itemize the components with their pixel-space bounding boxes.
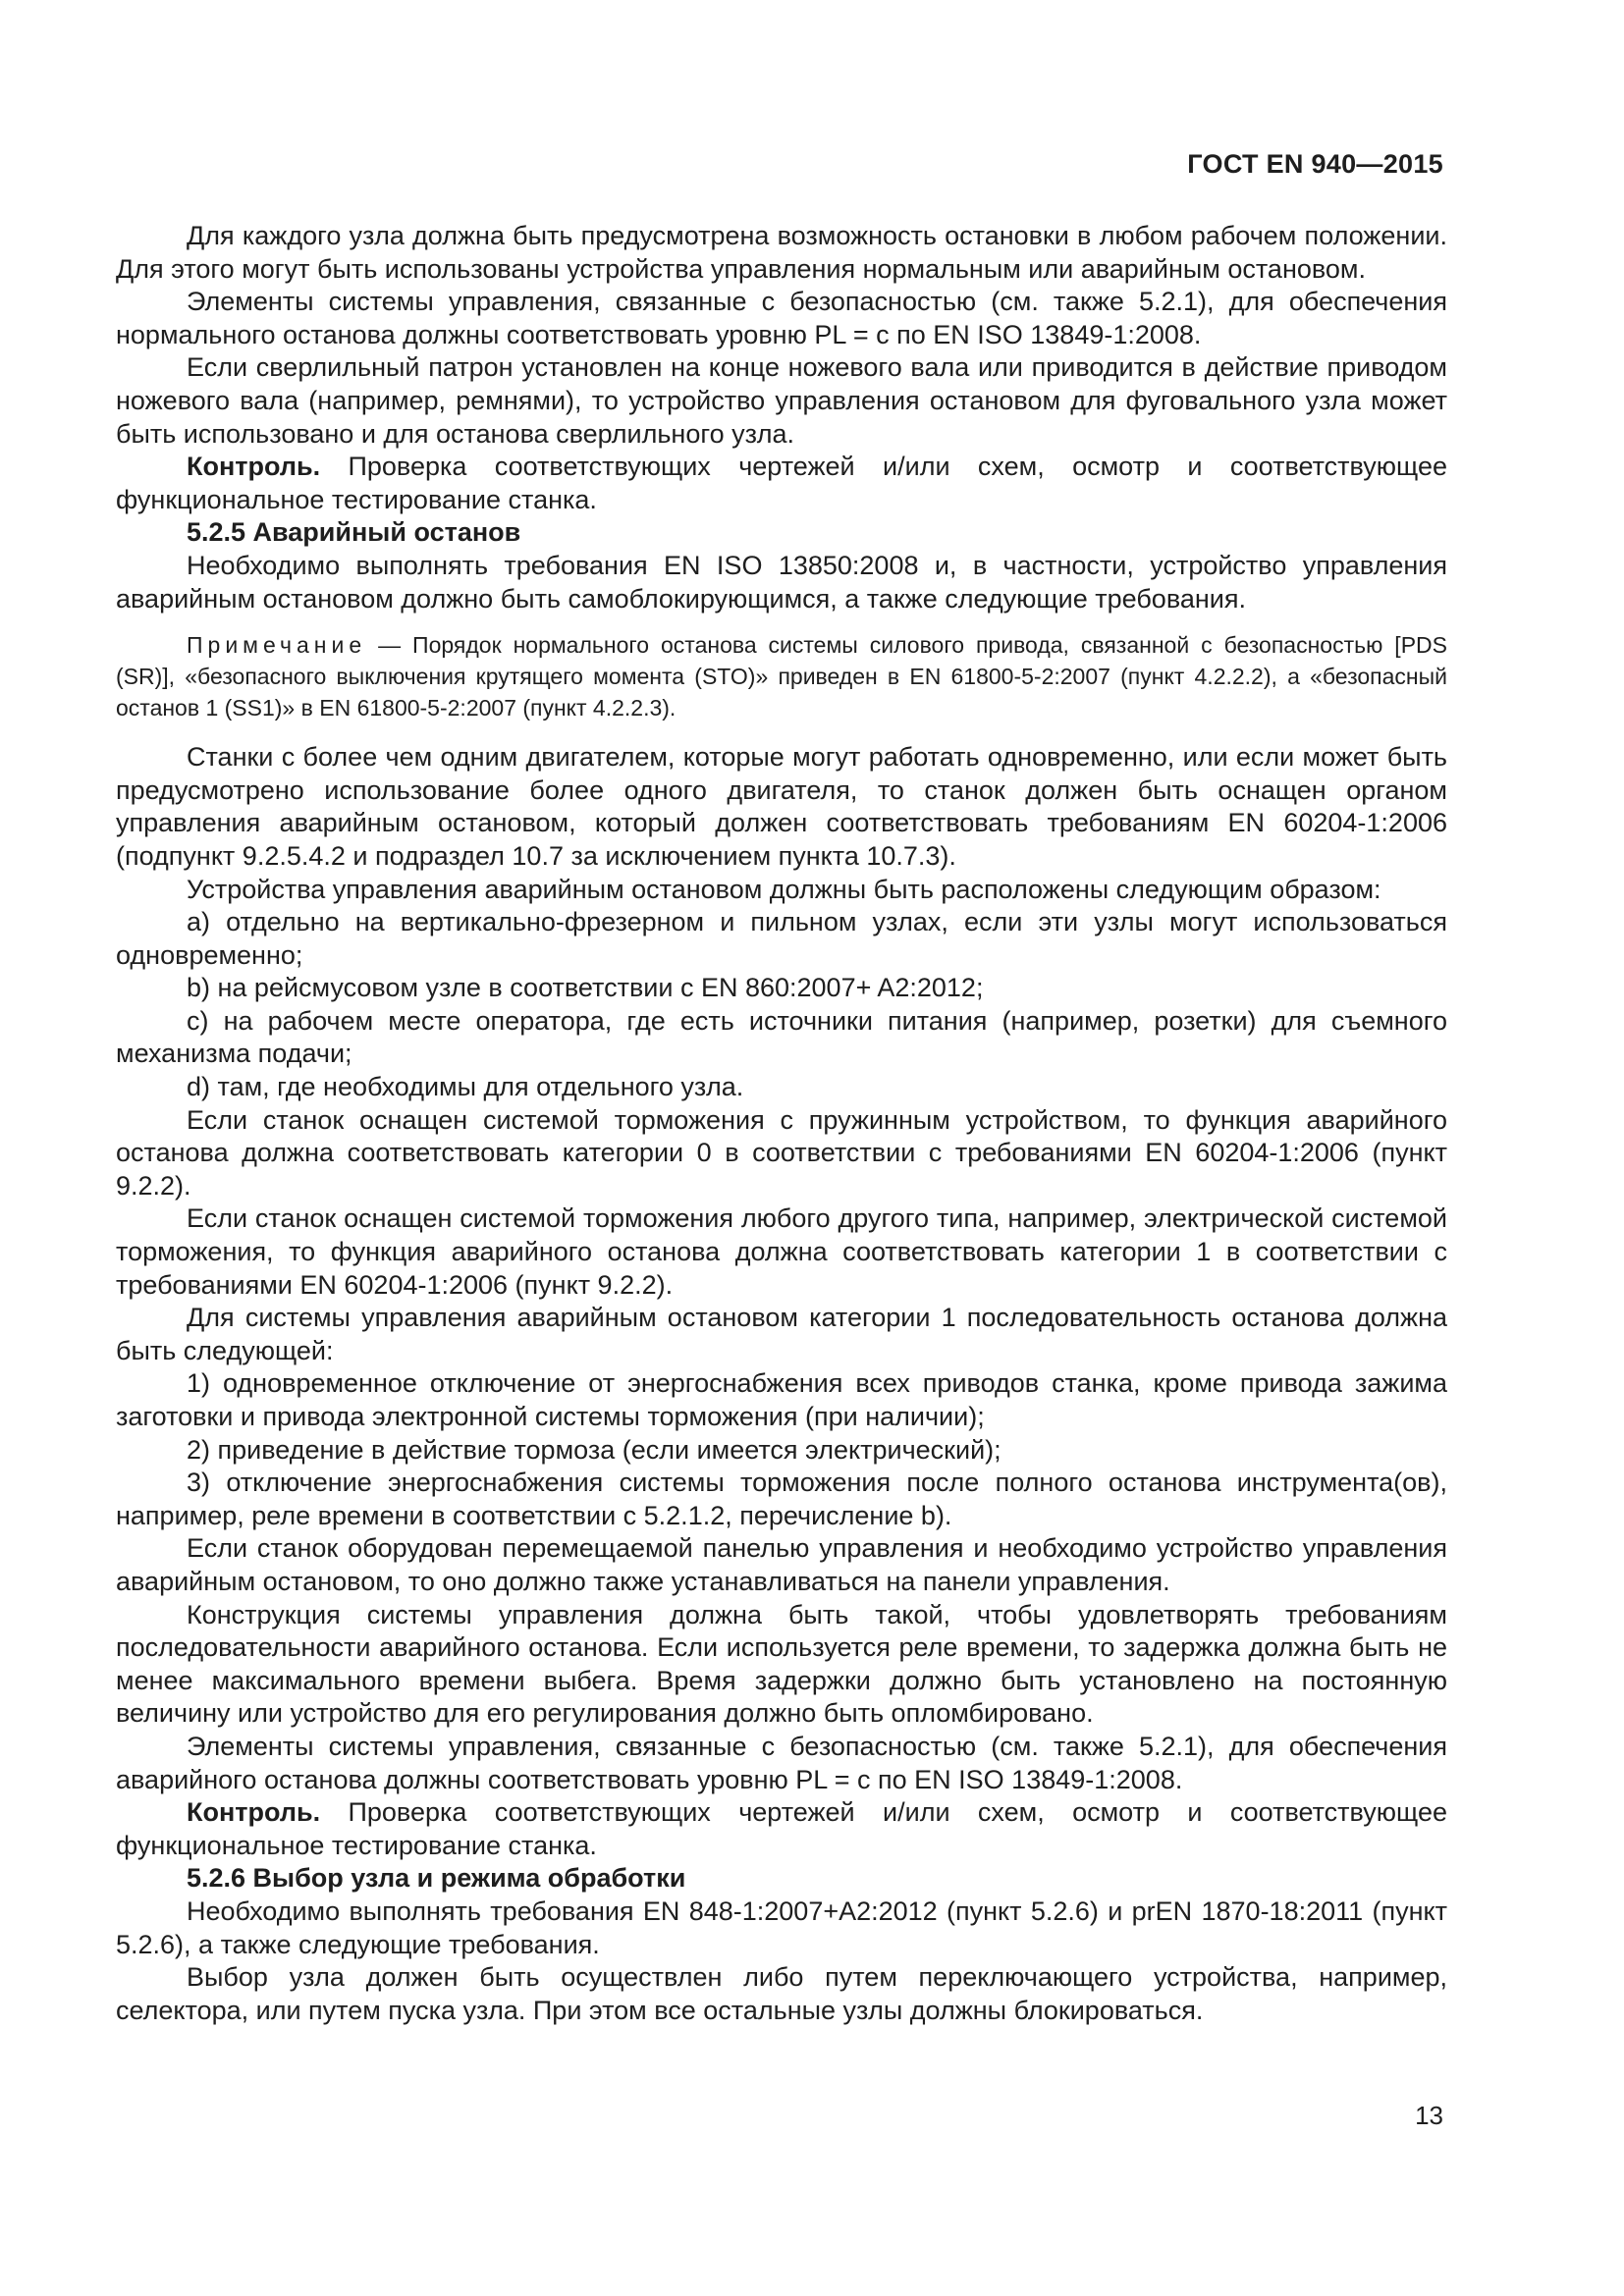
- list-item: 1) одновременное отключение от энергоснабжения всех приводов станка, кроме привода зажима заготовки и привода электронной системы торможения (при наличии);: [116, 1368, 1447, 1431]
- list-item: d) там, где необходимы для отдельного узла.: [187, 1072, 744, 1102]
- document-code: ГОСТ EN 940—2015: [1187, 149, 1443, 179]
- page-number: 13: [1415, 2101, 1443, 2130]
- control-text: Проверка соответствующих чертежей и/или схем, осмотр и соответствующее функциональное тестирование станка.: [116, 452, 1447, 514]
- paragraph: Устройства управления аварийным остановом должны быть расположены следующим образом:: [187, 874, 1381, 904]
- paragraph: Если станок оснащен системой торможения с пружинным устройством, то функция аварийного останова должна соответствовать категории 0 в соответствии с требованиями EN 60204-1:2006 (пункт 9.2.2).: [116, 1104, 1447, 1201]
- paragraph: Выбор узла должен быть осуществлен либо путем переключающего устройства, например, селектора, или путем пуска узла. При этом все остальные узлы должны блокироваться.: [116, 1962, 1447, 2025]
- control-paragraph: [116, 451, 1447, 516]
- list-item: а) отдельно на вертикально-фрезерном и пильном узлах, если эти узлы могут использоваться одновременно;: [116, 907, 1447, 970]
- page-body: [116, 220, 1447, 2027]
- note-label: Примечание: [187, 632, 367, 659]
- paragraph: Если сверлильный патрон установлен на конце ножевого вала или приводится в действие приводом ножевого вала (например, ремнями), то устройство управления остановом для фуговального узла может быть использовано и для останова сверлильного узла.: [116, 352, 1447, 449]
- paragraph: Если станок оборудован перемещаемой панелью управления и необходимо устройство управления аварийным остановом, то оно должно также устанавливаться на панели управления.: [116, 1533, 1447, 1596]
- control-label: Контроль.: [187, 1797, 321, 1828]
- note: [116, 629, 1447, 723]
- section-heading-5-2-5: 5.2.5 Аварийный останов: [187, 517, 521, 548]
- list-item: b) на рейсмусовом узле в соответствии с EN 860:2007+ A2:2012;: [187, 973, 984, 1003]
- section-heading-5-2-6: 5.2.6 Выбор узла и режима обработки: [187, 1863, 686, 1894]
- control-text: Проверка соответствующих чертежей и/или схем, осмотр и соответствующее функциональное тестирование станка.: [116, 1797, 1447, 1860]
- paragraph: Элементы системы управления, связанные с безопасностью (см. также 5.2.1), для обеспечения нормального останова должны соответствовать уровню PL = с по EN ISO 13849-1:2008.: [116, 287, 1447, 349]
- paragraph: Необходимо выполнять требования EN 848-1:2007+А2:2012 (пункт 5.2.6) и prEN 1870-18:2011 (пункт 5.2.6), а также следующие требования.: [116, 1896, 1447, 1959]
- control-label: Контроль.: [187, 452, 321, 482]
- list-item: 3) отключение энергоснабжения системы торможения после полного останова инструмента(ов), например, реле времени в соответствии с 5.2.1.2, перечисление b).: [116, 1468, 1447, 1530]
- paragraph: Элементы системы управления, связанные с безопасностью (см. также 5.2.1), для обеспечения аварийного останова должны соответствовать уровню PL = с по EN ISO 13849-1:2008.: [116, 1731, 1447, 1794]
- paragraph: Необходимо выполнять требования EN ISO 13850:2008 и, в частности, устройство управления аварийным остановом должно быть самоблокирующимся, а также следующие требования.: [116, 550, 1447, 614]
- paragraph: Если станок оснащен системой торможения любого другого типа, например, электрической системой торможения, то функция аварийного останова должна соответствовать категории 1 в соответствии с требованиями EN 60204-1:2006 (пункт 9.2.2).: [116, 1203, 1447, 1300]
- paragraph: Конструкция системы управления должна быть такой, чтобы удовлетворять требованиям последовательности аварийного останова. Если используется реле времени, то задержка должна быть не менее максимального времени выбега. Время задержки должно быть установлено на постоянную величину или устройство для его регулирования должно быть опломбировано.: [116, 1599, 1447, 1729]
- list-item: 2) приведение в действие тормоза (если имеется электрический);: [187, 1434, 1001, 1465]
- note-text: — Порядок нормального останова системы силового привода, связанной с безопасностью [PDS (SR)], «безопасного выключения крутящего момента (STO)» приведен в EN 61800-5-2:2007 (пункт 4.2.2.2), а «безопасный останов 1 (SS1)» в EN 61800-5-2:2007 (пункт 4.2.2.3).: [116, 632, 1447, 721]
- paragraph: Станки с более чем одним двигателем, которые могут работать одновременно, или если может быть предусмотрено использование более одного двигателя, то станок должен быть оснащен органом управления аварийным остановом, который должен соответствовать требованиям EN 60204-1:2006 (подпункт 9.2.5.4.2 и подраздел 10.7 за исключением пункта 10.7.3).: [116, 742, 1447, 871]
- control-paragraph: [116, 1796, 1447, 1862]
- paragraph: Для каждого узла должна быть предусмотрена возможность остановки в любом рабочем положении. Для этого могут быть использованы устройства управления нормальным или аварийным остановом.: [116, 221, 1447, 284]
- list-item: с) на рабочем месте оператора, где есть источники питания (например, розетки) для съемного механизма подачи;: [116, 1005, 1447, 1069]
- paragraph: Для системы управления аварийным остановом категории 1 последовательность останова должна быть следующей:: [116, 1303, 1447, 1365]
